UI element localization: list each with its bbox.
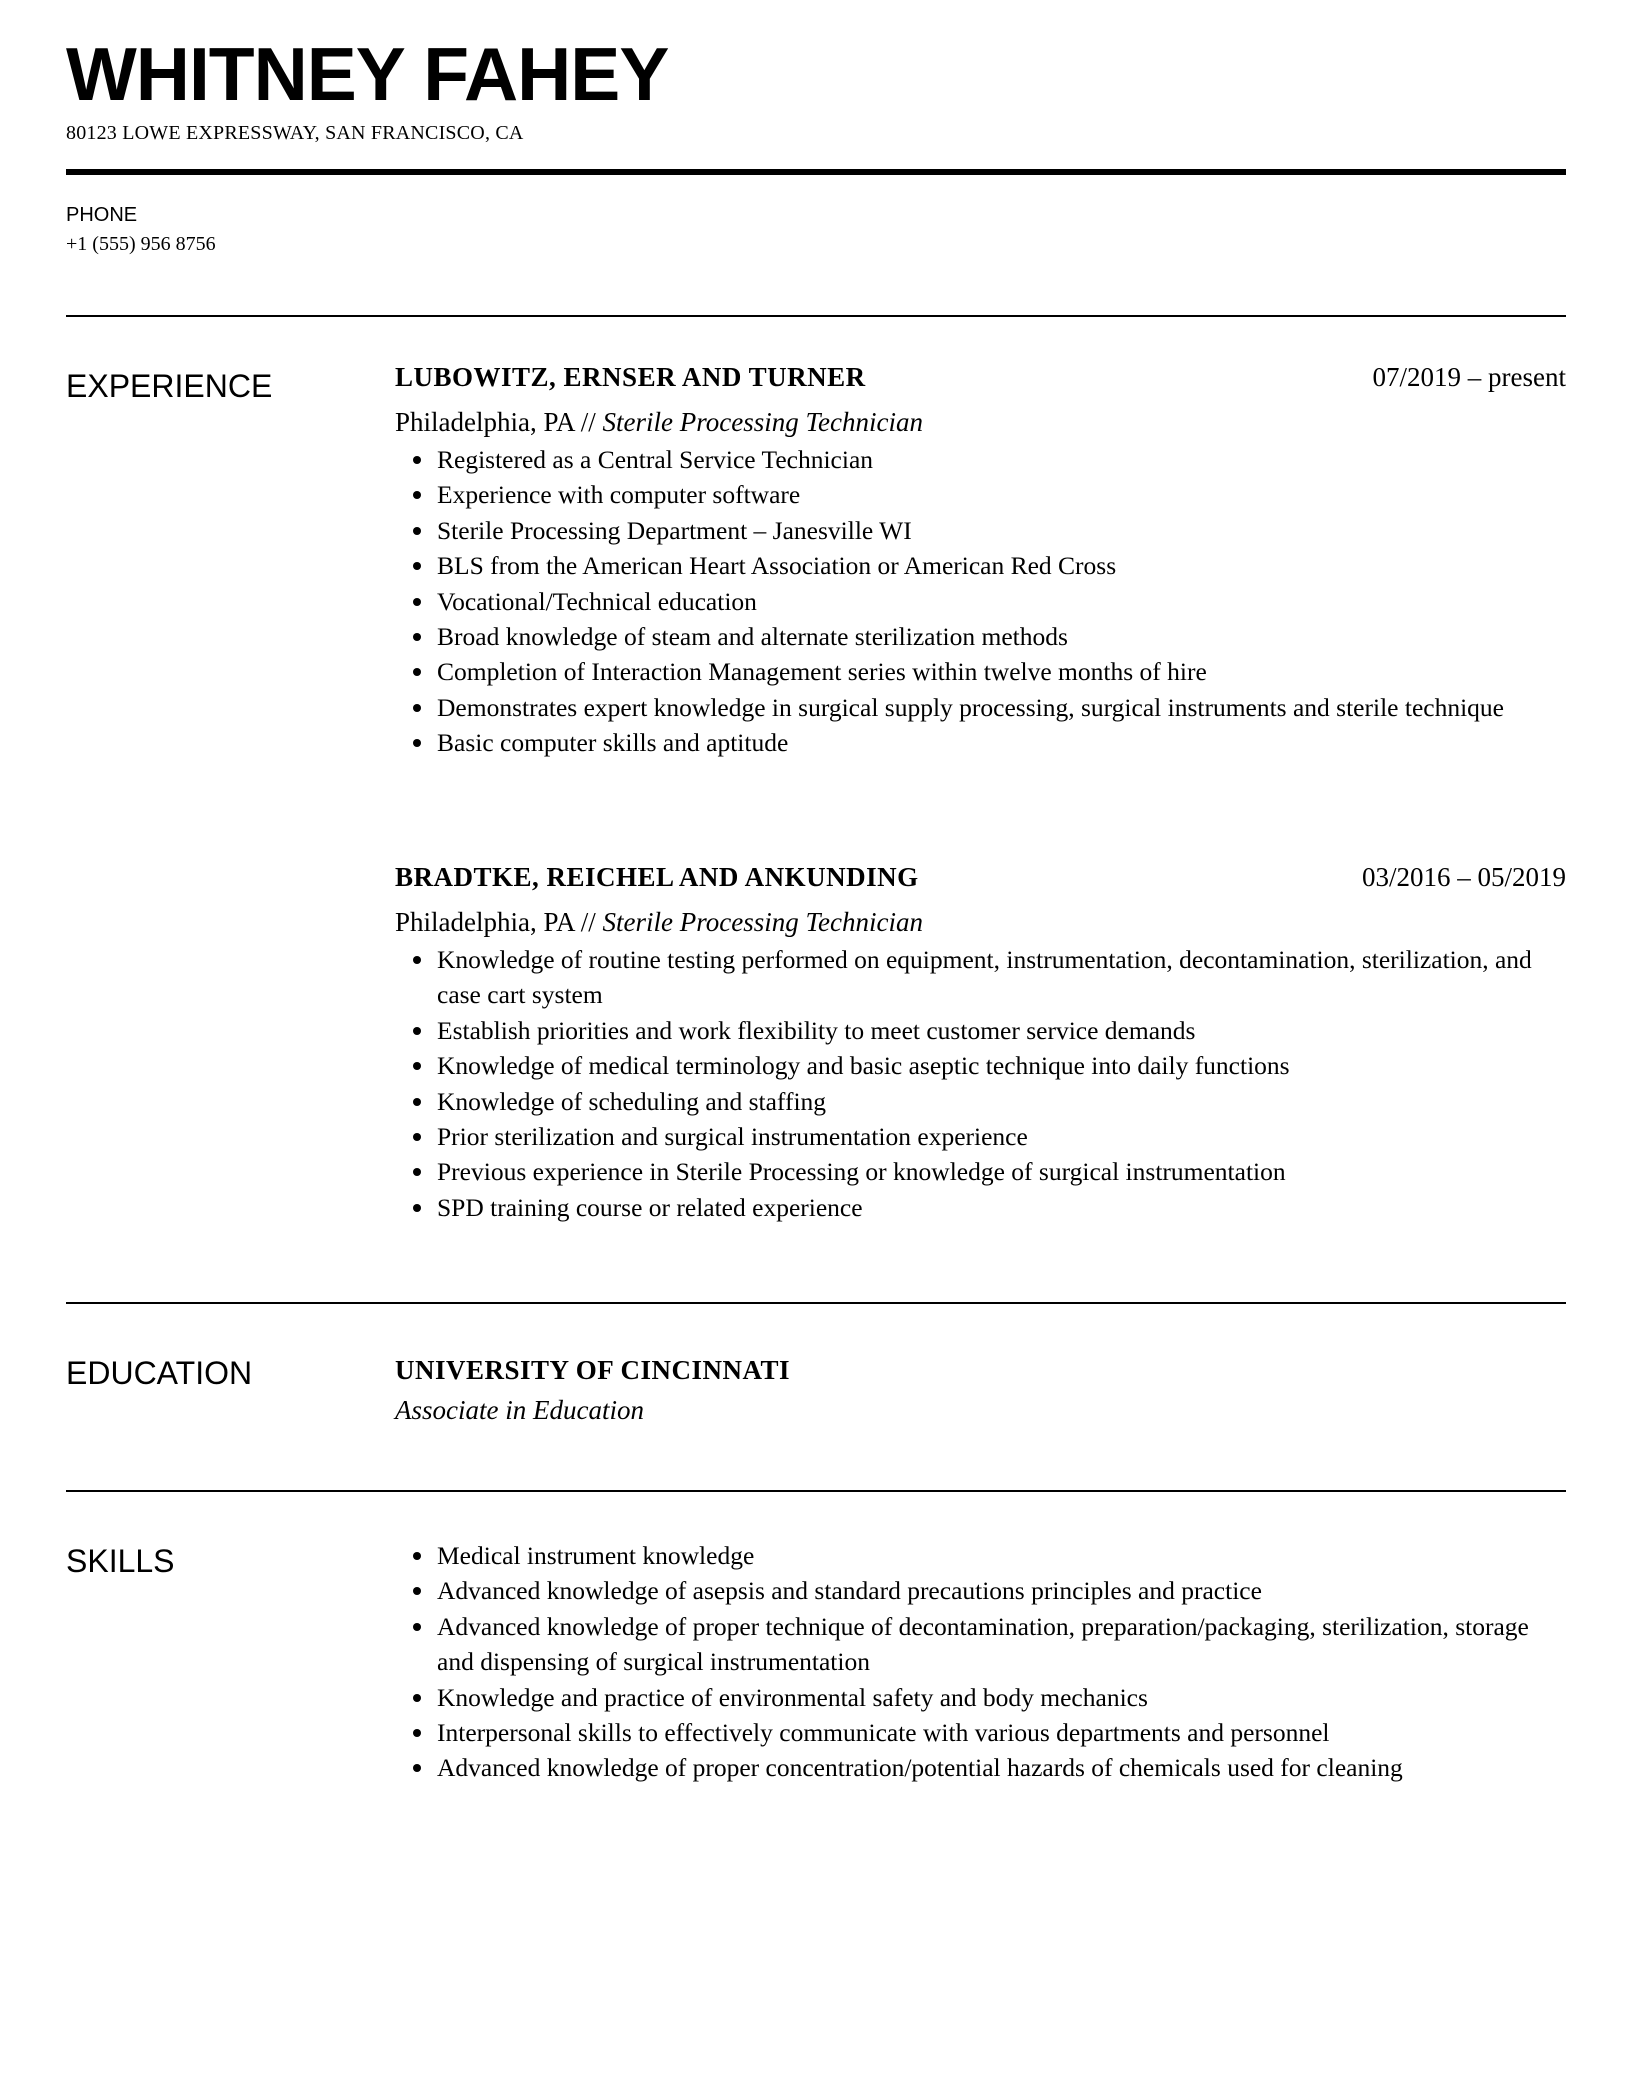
job-entry <box>395 362 1566 761</box>
job-subtitle <box>395 902 1566 942</box>
job-header <box>395 362 1566 402</box>
list-item: Basic computer skills and aptitude <box>437 725 1566 760</box>
degree: Associate in Education <box>395 1395 644 1425</box>
job-role: Sterile Processing Technician <box>602 907 924 937</box>
job-entry <box>395 862 1566 1225</box>
list-item: Previous experience in Sterile Processing or knowledge of surgical instrumentation <box>437 1154 1566 1189</box>
list-item: Registered as a Central Service Technician <box>437 442 1566 477</box>
phone-label: PHONE <box>66 204 138 226</box>
skills-list-wrap <box>395 1538 1566 1786</box>
address: 80123 LOWE EXPRESSWAY, SAN FRANCISCO, CA <box>66 122 524 144</box>
list-item: Advanced knowledge of proper technique of decontamination, preparation/packaging, sterilization, storage and dispensing of surgical instrumentation <box>437 1609 1566 1680</box>
skills-list <box>395 1538 1566 1786</box>
education-entry <box>395 1350 1566 1430</box>
list-item: Demonstrates expert knowledge in surgical supply processing, surgical instruments and sterile technique <box>437 690 1566 725</box>
job-subtitle <box>395 402 1566 442</box>
job-location: Philadelphia, PA <box>395 407 575 437</box>
job-separator: // <box>574 907 603 937</box>
school-name: UNIVERSITY OF CINCINNATI <box>395 1355 791 1385</box>
list-item: SPD training course or related experience <box>437 1190 1566 1225</box>
job-location: Philadelphia, PA <box>395 907 575 937</box>
phone-number: +1 (555) 956 8756 <box>66 233 216 255</box>
list-item: Broad knowledge of steam and alternate sterilization methods <box>437 619 1566 654</box>
education-title: EDUCATION <box>66 1355 253 1391</box>
list-item: Completion of Interaction Management series within twelve months of hire <box>437 654 1566 689</box>
list-item: Sterile Processing Department – Janesville WI <box>437 513 1566 548</box>
list-item: Prior sterilization and surgical instrumentation experience <box>437 1119 1566 1154</box>
job-bullets <box>395 942 1566 1225</box>
list-item: Advanced knowledge of proper concentration/potential hazards of chemicals used for cleaning <box>437 1750 1566 1785</box>
list-item: Knowledge of scheduling and staffing <box>437 1084 1566 1119</box>
skills-title: SKILLS <box>66 1543 175 1579</box>
section-divider <box>66 1490 1566 1492</box>
job-dates: 07/2019 – present <box>1372 362 1566 392</box>
job-role: Sterile Processing Technician <box>602 407 924 437</box>
list-item: Establish priorities and work flexibility to meet customer service demands <box>437 1013 1566 1048</box>
company-name: BRADTKE, REICHEL AND ANKUNDING <box>395 862 919 892</box>
header-divider <box>66 169 1566 175</box>
experience-title: EXPERIENCE <box>66 368 273 404</box>
job-separator: // <box>574 407 603 437</box>
list-item: Knowledge and practice of environmental safety and body mechanics <box>437 1680 1566 1715</box>
list-item: BLS from the American Heart Association or American Red Cross <box>437 548 1566 583</box>
section-divider <box>66 1302 1566 1304</box>
list-item: Interpersonal skills to effectively communicate with various departments and personnel <box>437 1715 1566 1750</box>
list-item: Experience with computer software <box>437 477 1566 512</box>
list-item: Advanced knowledge of asepsis and standard precautions principles and practice <box>437 1573 1566 1608</box>
job-header <box>395 862 1566 902</box>
job-dates: 03/2016 – 05/2019 <box>1361 862 1566 892</box>
candidate-name: WHITNEY FAHEY <box>66 32 669 116</box>
list-item: Vocational/Technical education <box>437 584 1566 619</box>
section-divider <box>66 315 1566 317</box>
list-item: Knowledge of routine testing performed on equipment, instrumentation, decontamination, sterilization, and case cart system <box>437 942 1566 1013</box>
company-name: LUBOWITZ, ERNSER AND TURNER <box>395 362 866 392</box>
list-item: Knowledge of medical terminology and basic aseptic technique into daily functions <box>437 1048 1566 1083</box>
job-bullets <box>395 442 1566 761</box>
list-item: Medical instrument knowledge <box>437 1538 1566 1573</box>
